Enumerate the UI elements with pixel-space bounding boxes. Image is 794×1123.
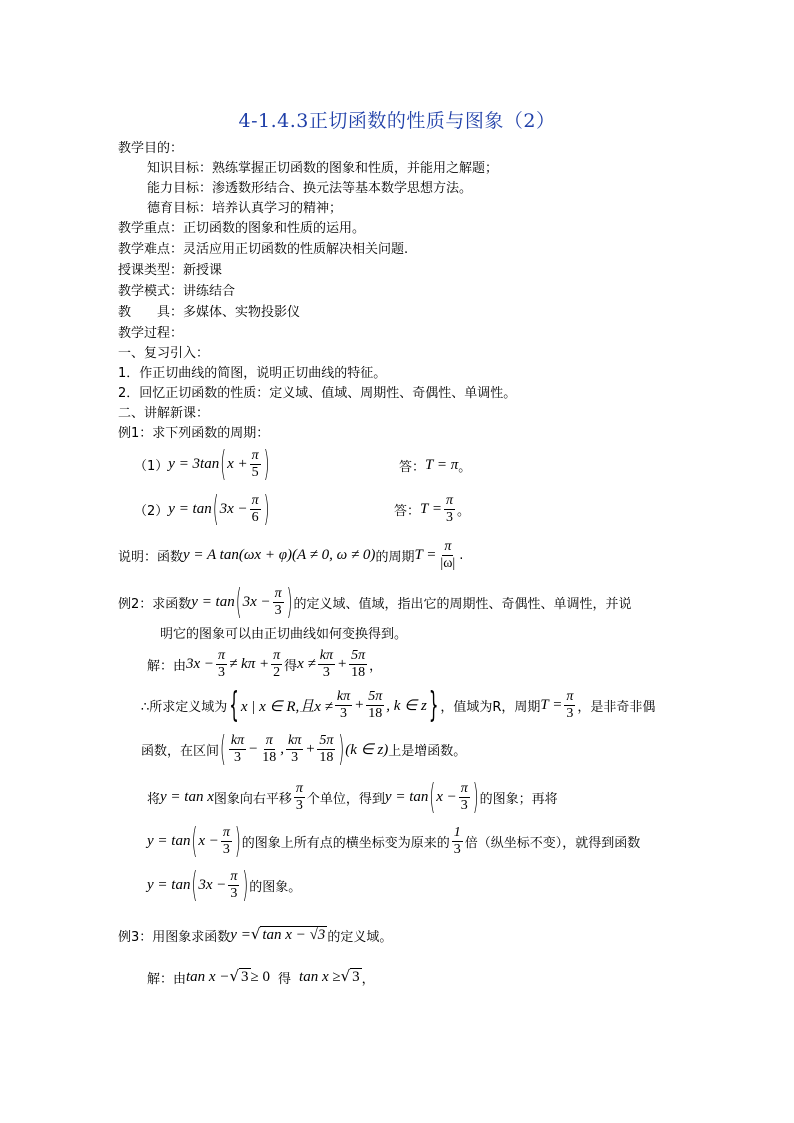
formula-inner: x + — [227, 455, 248, 472]
example2-monotonic: 函数，在区间 ( $\frac{k\pi}{3}$ − $\frac{\pi}{18}$ , $\frac{k\pi}{3}$ + $\frac{5\pi}{18}$ ) (k ∈ z) 上是增函数。 — [141, 728, 467, 770]
lesson-type: 授课类型：新授课 — [118, 263, 223, 278]
formula-lhs: y = 3tan — [168, 455, 220, 472]
sqrt-expression: √ tan x − √3 — [250, 925, 326, 943]
review-item-2: 2．回忆正切函数的性质：定义域、值域、周期性、奇偶性、单调性。 — [118, 386, 517, 401]
part-label: （1） — [134, 458, 169, 474]
fraction: $\frac{\pi}{6}$ — [251, 492, 259, 525]
example1-prompt: 例1：求下列函数的周期： — [118, 426, 270, 441]
page-title: 4-1.4.3正切函数的性质与图象（2） — [238, 110, 556, 132]
new-lesson-heading: 二、讲解新课： — [118, 406, 210, 421]
fraction: $\frac{\pi}{5}$ — [251, 447, 259, 480]
key-point: 教学重点：正切函数的图象和性质的运用。 — [118, 221, 366, 236]
example2-shift: 将 y = tan x 图象向右平移 $\frac{\pi}{3}$ 个单位，得到 y = tan ( x − $\frac{\pi}{3}$ ) 的图象；再将 — [147, 776, 558, 818]
difficulty: 教学难点：灵活应用正切函数的性质解决相关问题. — [118, 242, 409, 257]
ability-objective: 能力目标：渗透数形结合、换元法等基本数学思想方法。 — [147, 181, 473, 196]
example3-prompt: 例3：用图象求函数 y = √ tan x − √3 的定义域。 — [118, 925, 393, 945]
part-label: （2） — [134, 503, 169, 519]
teaching-mode: 教学模式：讲练结合 — [118, 284, 236, 299]
close-paren: ) — [263, 443, 270, 485]
example1-answer2: 答： T = $\frac{\pi}{3}$ 。 — [394, 492, 470, 525]
moral-objective: 德育目标：培养认真学习的精神； — [147, 201, 343, 216]
fraction: $\frac{\pi}{3}$ — [274, 585, 282, 618]
open-paren: ( — [220, 443, 227, 485]
teaching-tools: 教 具：多媒体、实物投影仪 — [118, 305, 301, 320]
example1-part2: （2） y = tan ( 3x − $\frac{\pi}{6}$ ) — [134, 488, 270, 530]
review-heading: 一、复习引入： — [118, 346, 210, 361]
example2-prompt-line2: 明它的图象可以由正切曲线如何变换得到。 — [160, 627, 408, 642]
example2-domain: ∴所求定义域为 { x | x ∈ R,且x ≠ $\frac{k\pi}{3}$ + $\frac{5\pi}{18}$ , k ∈ z } ，值域为R，周期 T = $\frac{\pi}{3}$ ，是非奇非偶 — [141, 684, 656, 726]
example2-solution-step1: 解：由 3x − $\frac{\pi}{3}$ ≠ kπ + $\frac{\pi}{2}$ 得 x ≠ $\frac{k\pi}{3}$ + $\frac{5\pi}{18}$ ， — [147, 647, 383, 680]
period-note: 说明：函数 y = A tan(ωx + φ)(A ≠ 0, ω ≠ 0) 的周期 T = $\frac{\pi}{|\omega|}$ . — [118, 538, 464, 571]
fraction: $\frac{\pi}{3}$ — [445, 492, 453, 525]
review-item-1: 1．作正切曲线的简图，说明正切曲线的特征。 — [118, 366, 387, 381]
teaching-process: 教学过程： — [118, 326, 184, 341]
example2-prompt: 例2：求函数 y = tan ( 3x − $\frac{\pi}{3}$ ) 的定义域、值域，指出它的周期性、奇偶性、单调性，并说 — [118, 581, 632, 623]
general-formula: y = A tan(ωx + φ)(A ≠ 0, ω ≠ 0) — [183, 546, 376, 563]
example2-final: y = tan ( 3x − $\frac{\pi}{3}$ ) 的图象。 — [147, 864, 302, 906]
example2-scale: y = tan ( x − $\frac{\pi}{3}$ ) 的图象上所有点的横坐标变为原来的 $\frac{1}{3}$ 倍（纵坐标不变），就得到函数 — [147, 820, 641, 862]
example1-answer1: 答： T = π 。 — [399, 456, 472, 475]
knowledge-objective: 知识目标：熟练掌握正切函数的图象和性质，并能用之解题； — [147, 161, 499, 176]
example1-part1 — [134, 445, 271, 483]
example3-solution: 解：由 tan x − √ 3 ≥ 0 得 tan x ≥ √ 3 ， — [147, 967, 375, 987]
objectives-heading: 教学目的： — [118, 141, 184, 156]
fraction: $\frac{\pi}{|\omega|}$ — [440, 538, 456, 571]
